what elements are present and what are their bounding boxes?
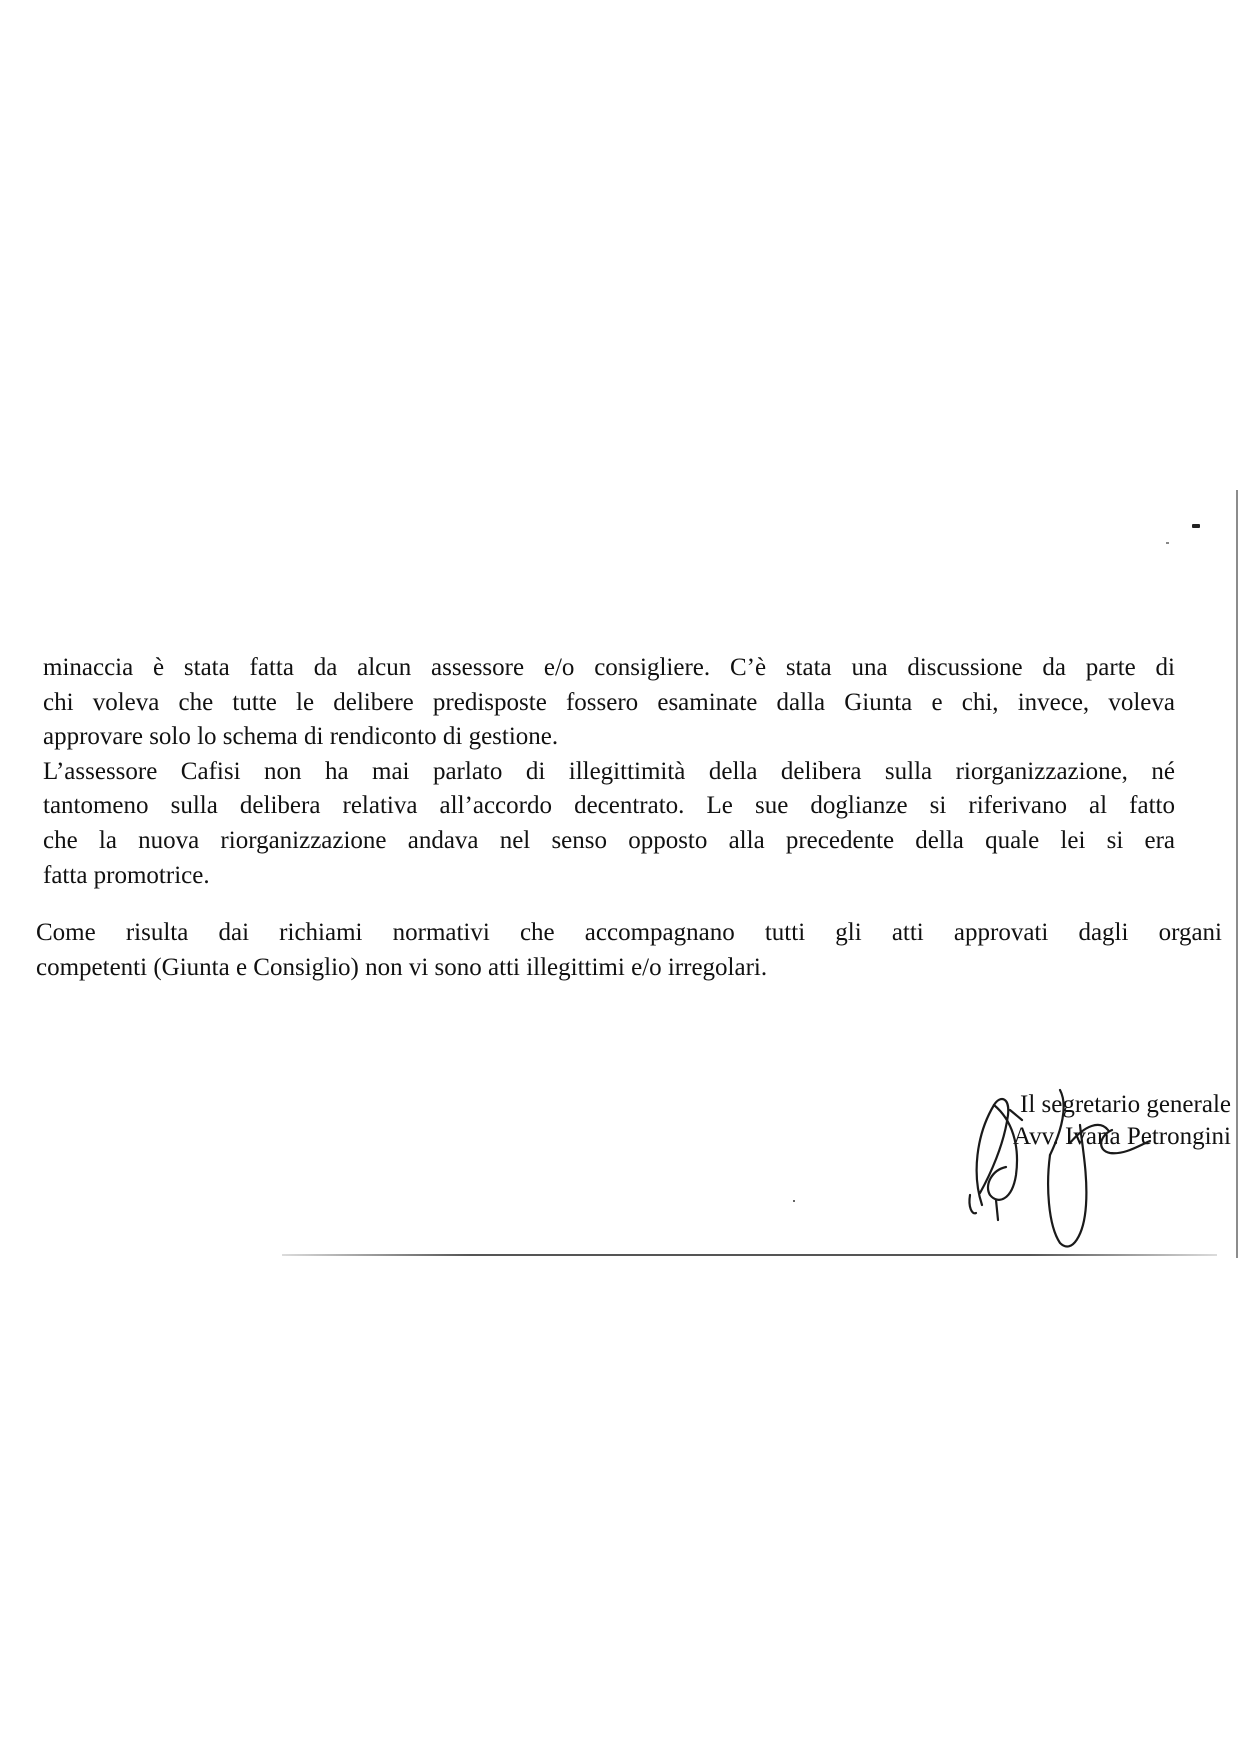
- text-line: L’assessore Cafisi non ha mai parlato di illegittimità della delibera sulla riorganizzazione, né: [43, 757, 1175, 785]
- text-line: competenti (Giunta e Consiglio) non vi sono atti illegittimi e/o irregolari.: [36, 953, 768, 981]
- signatory-role: Il segretario generale: [1020, 1091, 1231, 1118]
- scan-page-edge: [1236, 490, 1238, 1258]
- handwritten-signature: [950, 1075, 1180, 1255]
- text-line: che la nuova riorganizzazione andava nel senso opposto alla precedente della quale lei si era: [43, 826, 1175, 854]
- text-line: minaccia è stata fatta da alcun assessore e/o consigliere. C’è stata una discussione da parte di: [43, 654, 1175, 681]
- text-line: approvare solo lo schema di rendiconto di gestione.: [43, 723, 559, 751]
- text-line: fatta promotrice.: [43, 861, 210, 889]
- paragraph-1: [43, 651, 1175, 893]
- scan-speck: [793, 1200, 795, 1202]
- bottom-rule: [282, 1254, 1217, 1256]
- text-line: chi voleva che tutte le delibere predisposte fossero esaminate dalla Giunta e chi, invece, voleva: [43, 688, 1175, 716]
- signatory-name: Avv. Ivana Petrongini: [1012, 1123, 1231, 1150]
- text-line: tantomeno sulla delibera relativa all’accordo decentrato. Le sue doglianze si riferivano al fatto: [43, 792, 1175, 820]
- scan-speck: [1166, 542, 1169, 544]
- scan-speck: [1192, 524, 1200, 528]
- paragraph-2: [36, 916, 1222, 985]
- text-line: Come risulta dai richiami normativi che accompagnano tutti gli atti approvati dagli organi: [36, 919, 1222, 946]
